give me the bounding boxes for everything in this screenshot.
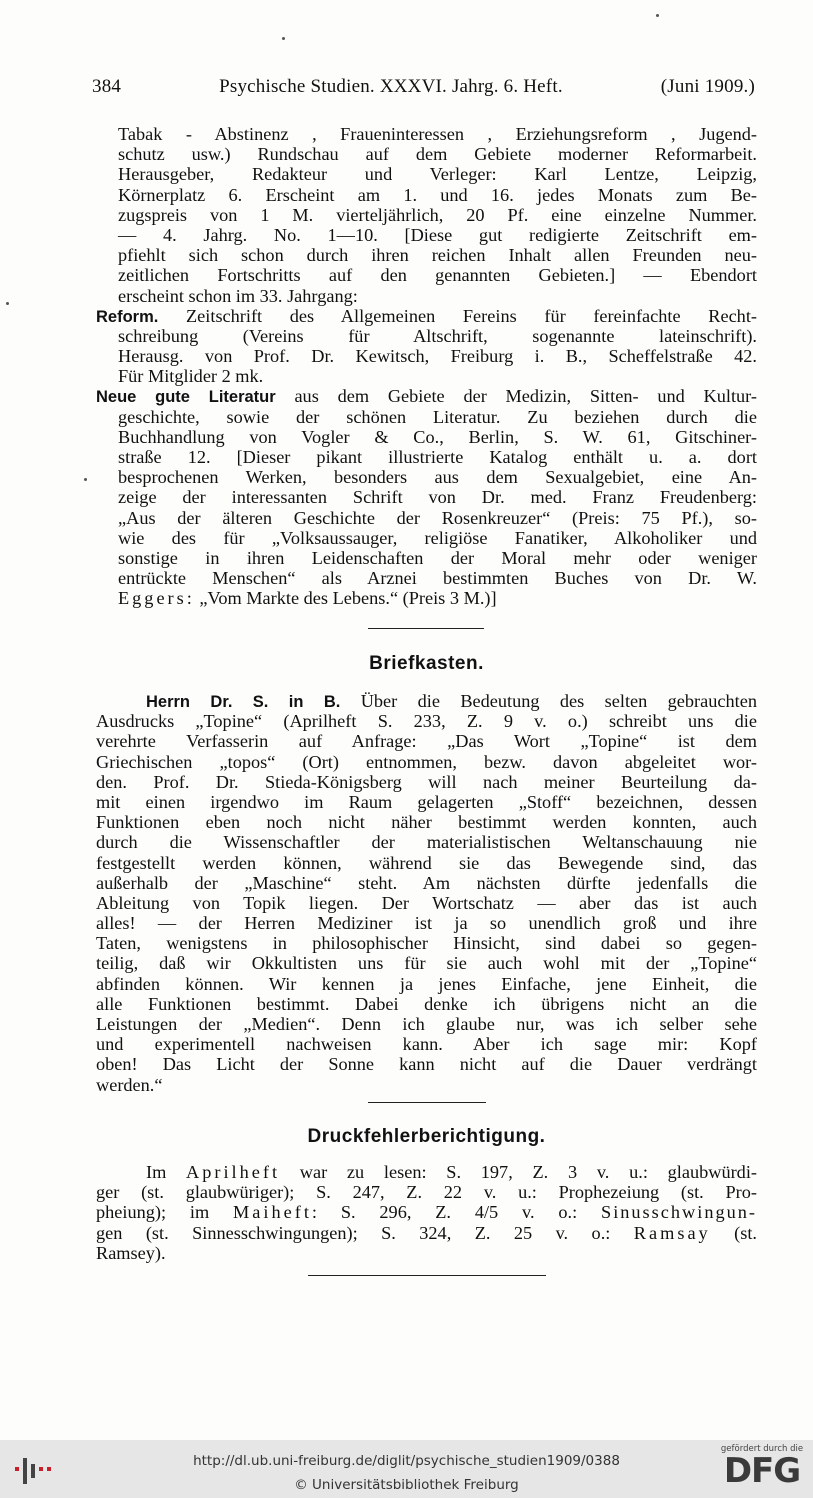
running-header — [92, 76, 755, 98]
text-line: erscheint schon im 33. Jahrgang: — [118, 285, 358, 306]
text-line: geschichte, sowie der schönen Literatur. Zu beziehen durch die — [118, 406, 757, 427]
text-line: festgestellt werden können, während sie das Bewegende sind, das — [96, 852, 757, 873]
text-line: wie des für „Volksaussauger, religiöse Fanatiker, Alkoholiker und — [118, 527, 757, 548]
entry-label: Herrn Dr. S. in B. — [146, 693, 341, 711]
text-line: „Aus der älteren Geschichte der Rosenkreuzer“ (Preis: 75 Pf.), so- — [118, 507, 757, 528]
text-line: oben! Das Licht der Sonne kann nicht auf die Dauer verdrängt — [96, 1054, 757, 1075]
source-url[interactable]: http://dl.ub.uni-freiburg.de/diglit/psychische_studien1909/0388 — [193, 1453, 620, 1469]
text-line: entrückte Menschen“ als Arznei bestimmten Buches von Dr. W. — [118, 568, 757, 589]
spaced-word: Sinusschwingun- — [601, 1202, 757, 1223]
spaced-name: Eggers: — [118, 588, 195, 609]
entry-last-line — [96, 588, 757, 608]
text-line: Taten, wenigstens in philosophischer Hinsicht, sind dabei so gegen- — [96, 933, 757, 954]
text-line: Ausdrucks „Topine“ (Aprilheft S. 233, Z. 9 v. o.) schreibt uns die — [96, 711, 757, 732]
scan-speck — [282, 37, 285, 40]
dfg-wordmark: DFG — [723, 1451, 801, 1491]
entry-first-line — [96, 691, 757, 711]
text-line: abfinden können. Wir kennen ja jenes Einfache, jene Einheit, die — [96, 973, 757, 994]
entry-text: Zeitschrift des Allgemeinen Fereins für fereinfachte Recht- — [158, 305, 757, 326]
text-line: mit einen irgendwo im Raum gelagerten „Stoff“ bezeichnen, dessen — [96, 791, 757, 812]
issue-date: (Juni 1909.) — [660, 76, 755, 97]
text-line: alle Funktionen bestimmt. Dabei denke ich übrigens nicht an die — [96, 993, 757, 1014]
spaced-word: Ramsay — [633, 1222, 711, 1243]
entry-text: aus dem Gebiete der Medizin, Sitten- und Kultur- — [275, 386, 757, 407]
text-line: Buchhandlung von Vogler & Co., Berlin, S. W. 61, Gitschiner- — [118, 426, 757, 447]
text-line: straße 12. [Dieser pikant illustrierte Katalog enthält u. a. dort — [118, 447, 757, 467]
text-line: werden.“ — [96, 1074, 163, 1095]
scan-speck — [6, 302, 9, 305]
section-briefkasten — [96, 691, 757, 1095]
entry-first-line — [96, 386, 757, 406]
text-line: pheiung); im Maiheft: S. 296, Z. 4/5 v. o.: Sinusschwingun- — [96, 1202, 757, 1223]
entry-first-line — [96, 306, 757, 326]
text-line: Tabak - Abstinenz , Fraueninteressen , Erziehungsreform , Jugend- — [118, 124, 757, 144]
text-line: Herausg. von Prof. Dr. Kewitsch, Freiburg i. B., Scheffelstraße 42. — [118, 346, 757, 367]
text-line: und experimentell nachweisen kann. Aber ich sage mir: Kopf — [96, 1034, 757, 1055]
text-line: durch die Wissenschaftler der materialistischen Weltanschauung nie — [96, 832, 757, 853]
scan-speck — [656, 14, 659, 17]
spaced-word: Aprilheft — [186, 1162, 281, 1182]
text-line: Für Mitglider 2 mk. — [118, 366, 264, 387]
text-line: schreibung (Vereins für Altschrift, sogenannte lateinschrift). — [118, 325, 757, 346]
text-line: den. Prof. Dr. Stieda-Königsberg will nach meiner Beurteilung da- — [96, 771, 757, 792]
text-line: Körnerplatz 6. Erscheint am 1. und 16. jedes Monats zum Be- — [118, 184, 757, 205]
text-line: Griechischen „topos“ (Ort) entnommen, bezw. davon abgeleitet wor- — [96, 751, 757, 772]
copyright-notice: © Universitätsbibliothek Freiburg — [294, 1477, 519, 1493]
entry-label: Reform. — [96, 307, 159, 326]
entry-label: Neue gute Literatur — [96, 388, 276, 407]
text-line: zeige der interessanten Schrift von Dr. med. Franz Freudenberg: — [118, 487, 757, 508]
text-line: Ramsey). — [96, 1242, 166, 1263]
text-line: teilig, daß wir Okkultisten uns für sie auch wohl mit der „Topine“ — [96, 953, 757, 974]
text-line: Im Aprilheft war zu lesen: S. 197, Z. 3 v. u.: glaubwürdi- — [146, 1162, 757, 1182]
entry-text: Über die Bedeutung des selten gebrauchten — [340, 691, 757, 711]
text-line: ger (st. glaubwüriger); S. 247, Z. 22 v. u.: Prophezeiung (st. Pro- — [96, 1182, 757, 1203]
journal-title: Psychische Studien. XXXVI. Jahrg. 6. Heft. — [219, 76, 563, 97]
separator-rule — [368, 628, 484, 629]
separator-rule — [368, 1102, 486, 1103]
heading-druckfehler: Druckfehlerberichtigung. — [307, 1126, 546, 1147]
text-line: — 4. Jahrg. No. 1—10. [Diese gut redigierte Zeitschrift em- — [118, 224, 757, 245]
text-line: zeitlichen Fortschritts auf den genannten Gebieten.] — Ebendort — [118, 265, 757, 286]
text-line: Herausgeber, Redakteur und Verleger: Karl Lentze, Leipzig, — [118, 164, 757, 185]
text-line: Ableitung von Topik liegen. Der Wortschatz — aber das ist auch — [96, 892, 757, 913]
section-reform-journal — [96, 124, 757, 609]
text-line: alles! — der Herren Mediziner ist ja so unendlich groß und ihre — [96, 913, 757, 934]
heading-briefkasten: Briefkasten. — [369, 653, 484, 674]
text-line: Leistungen der „Medien“. Denn ich glaube nur, was ich selber sehe — [96, 1014, 757, 1034]
section-druckfehler — [96, 1162, 757, 1263]
entry-text: „Vom Markte des Lebens.“ (Preis 3 M.)] — [194, 588, 497, 609]
text-line: zugspreis von 1 M. vierteljährlich, 20 Pf. eine einzelne Nummer. — [118, 204, 757, 225]
page-number: 384 — [92, 76, 122, 97]
scan-speck — [84, 478, 87, 481]
text-line: außerhalb der „Maschine“ steht. Am nächsten dürfte jedenfalls die — [96, 872, 757, 893]
text-line: pfiehlt sich schon durch ihren reichen Inhalt allen Freunden neu- — [118, 245, 757, 266]
dfg-caption: gefördert durch die — [720, 1444, 804, 1454]
text-line: sonstige in ihren Leidenschaften der Moral mehr oder weniger — [118, 547, 757, 568]
text-line: besprochenen Werken, besonders aus dem Sexualgebiet, eine An- — [118, 467, 757, 488]
spaced-word: Maiheft — [233, 1202, 312, 1223]
digitization-footer — [0, 1440, 813, 1498]
text-line: gen (st. Sinnesschwingungen); S. 324, Z. 25 v. o.: Ramsay (st. — [96, 1222, 757, 1243]
closing-rule — [308, 1275, 546, 1276]
dfg-logo — [719, 1444, 805, 1491]
text-line: verehrte Verfasserin auf Anfrage: „Das Wort „Topine“ ist dem — [96, 731, 757, 752]
text-line: schutz usw.) Rundschau auf dem Gebiete moderner Reformarbeit. — [118, 144, 757, 165]
text-line: Funktionen eben noch nicht näher bestimmt werden konnten, auch — [96, 812, 757, 833]
